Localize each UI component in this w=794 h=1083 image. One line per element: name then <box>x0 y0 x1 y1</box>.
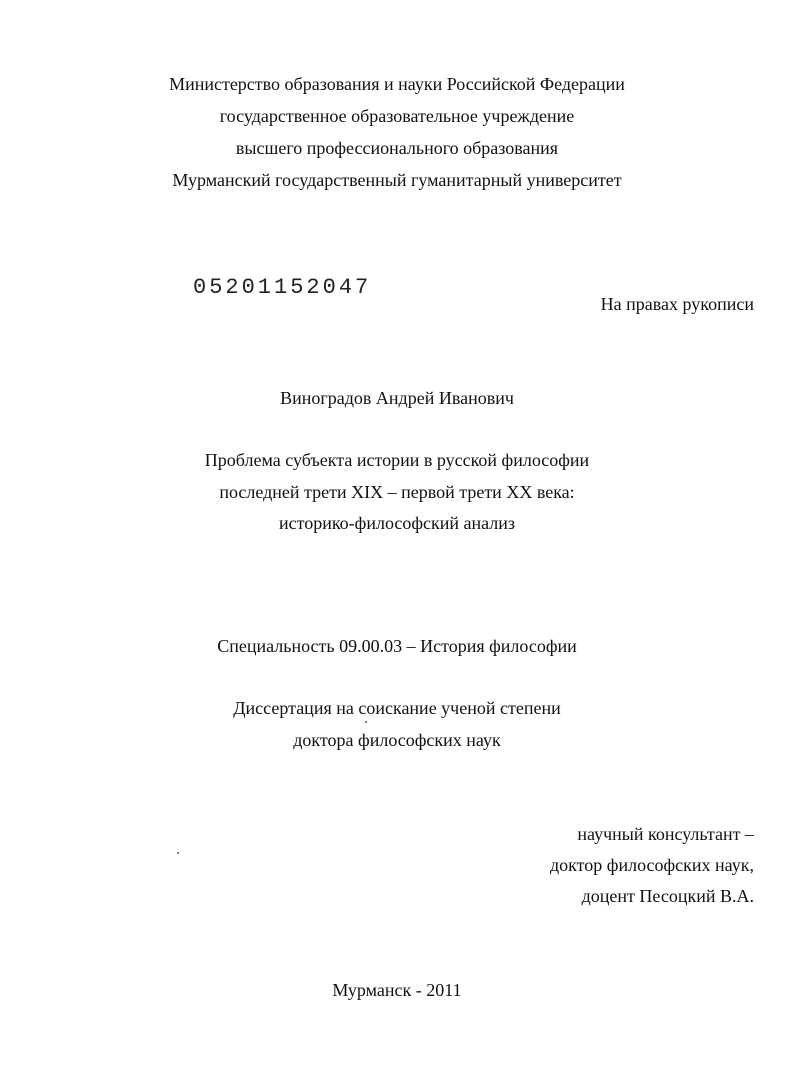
dissertation-line-1: Диссертация на соискание ученой степени <box>233 698 561 718</box>
consultant-line-3: доцент Песоцкий В.А. <box>581 886 754 906</box>
ministry-line: Министерство образования и науки Российской Федерации <box>169 74 625 94</box>
consultant-line-2: доктор философских наук, <box>550 855 754 875</box>
city-year-line: Мурманск - 2011 <box>332 980 462 1000</box>
scan-speck <box>365 721 367 723</box>
consultant-line-1: научный консультант – <box>577 824 754 844</box>
author-name: Виноградов Андрей Иванович <box>280 388 514 408</box>
title-line-1: Проблема субъекта истории в русской философии <box>204 450 590 470</box>
dissertation-line-2: доктора философских наук <box>293 730 501 750</box>
scan-speck <box>177 852 179 854</box>
education-level-line: высшего профессионального образования <box>235 138 559 158</box>
manuscript-rights-label: На правах рукописи <box>600 294 754 314</box>
title-line-2: последней трети XIX – первой трети XX века: <box>219 482 575 502</box>
specialty-line: Специальность 09.00.03 – История философии <box>217 636 577 656</box>
university-line: Мурманский государственный гуманитарный университет <box>172 170 622 190</box>
title-line-3: историко-философский анализ <box>278 513 516 533</box>
registration-number-stamp: 05201152047 <box>193 275 372 300</box>
institution-type-line: государственное образовательное учреждение <box>219 106 575 126</box>
